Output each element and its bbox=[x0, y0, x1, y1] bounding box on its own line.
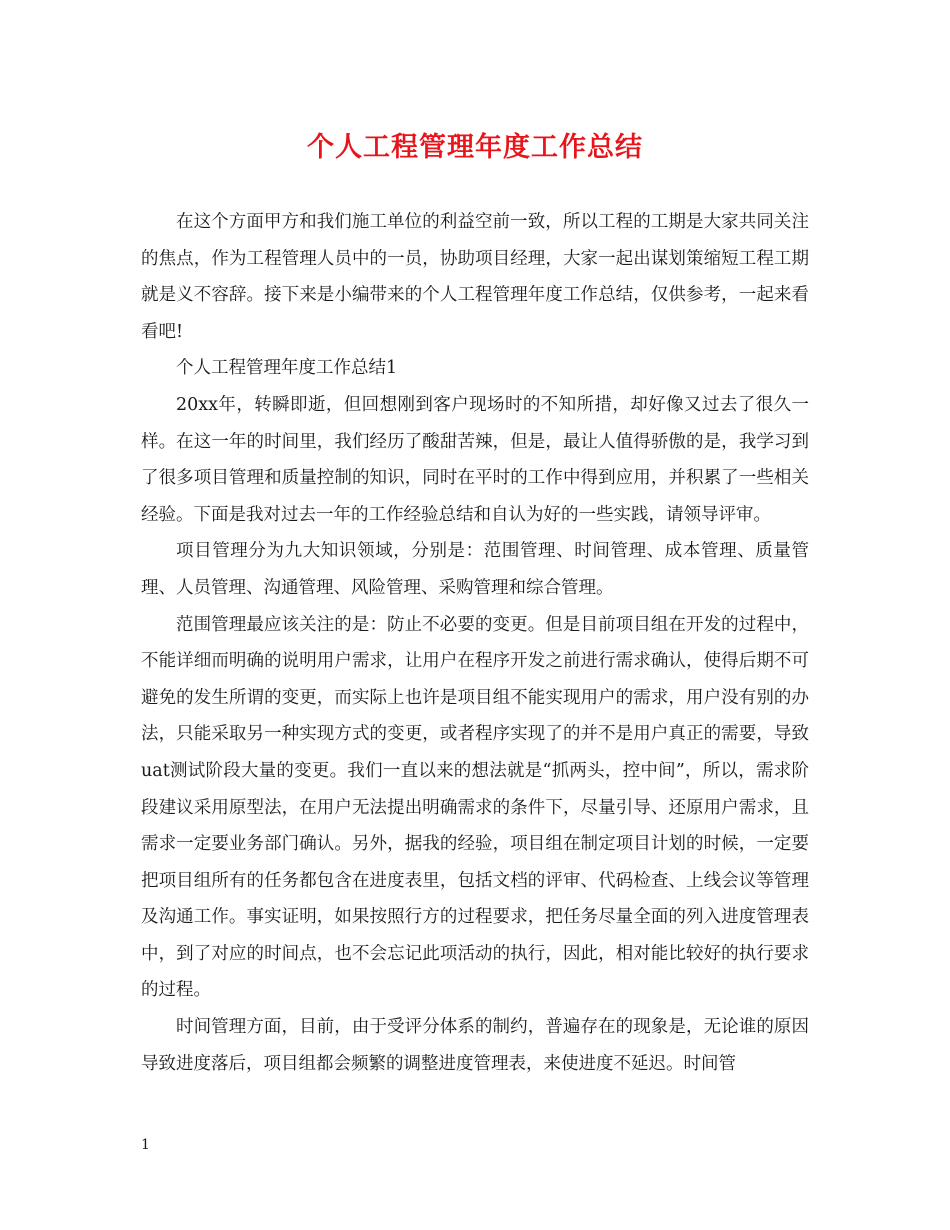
paragraph-scope-management: 范围管理最应该关注的是：防止不必要的变更。但是目前项目组在开发的过程中，不能详细而明确的说明用户需求，让用户在程序开发之前进行需求确认，使得后期不可避免的发生所谓的变更，而实际上也许是项目组不能实现用户的需求，用户没有别的办法，只能采取另一种实现方式的变更，或者程序实现了的并不是用户真正的需要，导致uat测试阶段大量的变更。我们一直以来的想法就是“抓两头，控中间”，所以，需求阶段建议采用原型法，在用户无法提出明确需求的条件下，尽量引导、还原用户需求，且需求一定要业务部门确认。另外，据我的经验，项目组在制定项目计划的时候，一定要把项目组所有的任务都包含在进度表里，包括文档的评审、代码检查、上线会议等管理及沟通工作。事实证明，如果按照行方的过程要求，把任务尽量全面的列入进度管理表中，到了对应的时间点，也不会忘记此项活动的执行，因此，相对能比较好的执行要求的过程。 bbox=[141, 614, 809, 1001]
paragraph-knowledge-areas: 项目管理分为九大知识领域，分别是：范围管理、时间管理、成本管理、质量管理、人员管理、沟通管理、风险管理、采购管理和综合管理。 bbox=[141, 541, 809, 598]
paragraph-intro: 在这个方面甲方和我们施工单位的利益空前一致，所以工程的工期是大家共同关注的焦点，作为工程管理人员中的一员，协助项目经理，大家一起出谋划策缩短工程工期就是义不容辞。接下来是小编带来的个人工程管理年度工作总结，仅供参考，一起来看看吧! bbox=[141, 212, 809, 342]
section-heading: 个人工程管理年度工作总结1 bbox=[176, 358, 398, 379]
document-title: 个人工程管理年度工作总结 bbox=[307, 132, 643, 163]
page-number: 1 bbox=[141, 1137, 150, 1153]
document-body bbox=[141, 204, 809, 1082]
paragraph-year-review: 20xx年，转瞬即逝，但回想刚到客户现场时的不知所措，却好像又过去了很久一样。在这一年的时间里，我们经历了酸甜苦辣，但是，最让人值得骄傲的是，我学习到了很多项目管理和质量控制的知识，同时在平时的工作中得到应用，并积累了一些相关经验。下面是我对过去一年的工作经验总结和自认为好的一些实践，请领导评审。 bbox=[141, 394, 809, 525]
paragraph-time-management: 时间管理方面，目前，由于受评分体系的制约，普遍存在的现象是，无论谁的原因导致进度落后，项目组都会频繁的调整进度管理表，来使进度不延迟。时间管 bbox=[141, 1017, 809, 1074]
